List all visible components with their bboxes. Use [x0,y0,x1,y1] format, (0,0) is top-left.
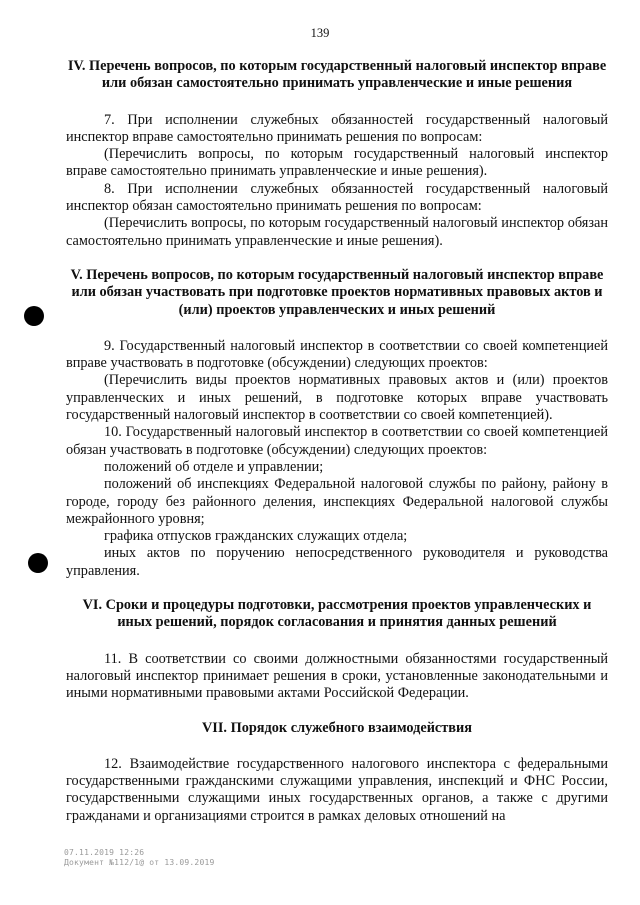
document-body [66,58,608,825]
binder-hole-top [24,306,44,326]
scan-stamp-date: 07.11.2019 12:26 [64,848,145,857]
paragraph: иных актов по поручению непосредственного руководителя и руководства управления. [66,545,608,579]
paragraph: 10. Государственный налоговый инспектор в соответствии со своей компетенцией обязан участвовать в подготовке (обсуждении) следующих проектов: [66,424,608,458]
scan-stamp-document: Документ №112/1@ от 13.09.2019 [64,858,215,867]
paragraph: (Перечислить вопросы, по которым государственный налоговый инспектор обязан самостоятельно принимать управленческие и иные решения). [66,215,608,249]
paragraph: 11. В соответствии со своими должностными обязанностями государственный налоговый инспектор принимает решения в сроки, установленные законодательными и иными нормативными правовыми актами Российской Федерации. [66,650,608,702]
paragraph: 7. При исполнении служебных обязанностей государственный налоговый инспектор вправе самостоятельно принимать решения по вопросам: [66,111,608,145]
paragraph: 8. При исполнении служебных обязанностей государственный налоговый инспектор обязан самостоятельно принимать решения по вопросам: [66,180,608,215]
section-title-v: V. Перечень вопросов, по которым государственный налоговый инспектор вправе или обязан участвовать при подготовке проектов нормативных правовых актов и (или) проектов управленческих и иных решений [70,266,604,318]
section-title-iv: IV. Перечень вопросов, по которым государственный налоговый инспектор вправе или обязан самостоятельно принимать управленческие и иные решения [67,58,607,92]
page-number: 139 [310,26,330,40]
paragraph: (Перечислить виды проектов нормативных правовых актов и (или) проектов управленческих и иных решений, в подготовке которых вправе участвовать государственный налоговый инспектор в соответствии со своей компетенцией). [66,372,608,424]
section-title-vii: VII. Порядок служебного взаимодействия [201,719,472,736]
binder-hole-bottom [28,553,48,573]
section-title-vi: VI. Сроки и процедуры подготовки, рассмотрения проектов управленческих и иных решений, порядок согласования и принятия данных решений [82,597,592,631]
paragraph: 12. Взаимодействие государственного налогового инспектора с федеральными государственными гражданскими служащими управления, инспекций и ФНС России, государственными служащими иных государственных органов, а также с другими гражданами и организациями строится в рамках деловых отношений на [66,755,608,824]
paragraph: положений об инспекциях Федеральной налоговой службы по району, району в городе, городу без районного деления, инспекциях Федеральной налоговой службы межрайонного уровня; [66,476,608,527]
paragraph: графика отпусков гражданских служащих отдела; [104,528,408,545]
paragraph: положений об отделе и управлении; [104,458,324,475]
paragraph: 9. Государственный налоговый инспектор в соответствии со своей компетенцией вправе участвовать в подготовке (обсуждении) следующих проектов: [66,337,608,372]
paragraph: (Перечислить вопросы, по которым государственный налоговый инспектор вправе самостоятельно принимать управленческие и иные решения). [66,146,608,180]
